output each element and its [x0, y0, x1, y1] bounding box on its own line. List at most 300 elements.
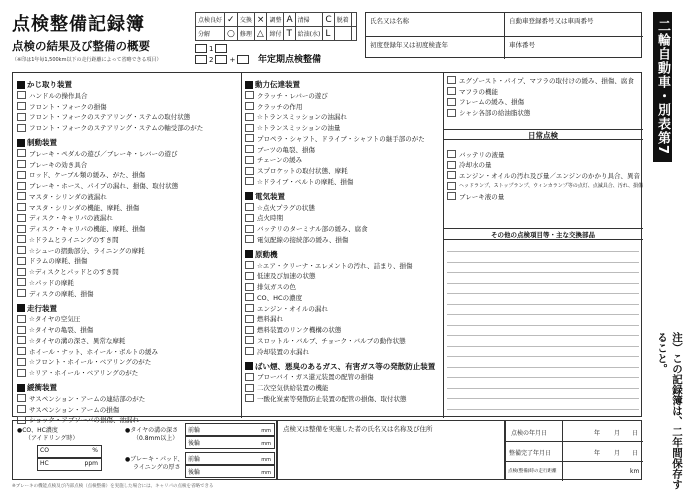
item-checkbox[interactable] [245, 384, 254, 392]
legend-symbol: × [254, 13, 267, 27]
period-plus: + [229, 55, 236, 64]
legend-symbol: A [284, 13, 295, 27]
section-title: 緩衝装置 [27, 383, 57, 392]
item-checkbox[interactable] [447, 109, 456, 117]
inspection-item[interactable] [17, 404, 239, 415]
period-box-2a[interactable] [215, 55, 227, 64]
section-header [17, 137, 239, 148]
hc-value-field[interactable] [37, 458, 102, 471]
completion-year: 年 [594, 450, 601, 457]
item-label: ブレーキ・ホース、パイプの漏れ、損傷、取付状態 [29, 182, 179, 191]
inspection-grid [12, 72, 644, 425]
item-label: エンジン・オイルの漏れ [257, 304, 328, 313]
period-num-1: 1 [209, 44, 214, 53]
item-checkbox[interactable] [17, 289, 26, 297]
inspection-item[interactable] [17, 277, 239, 288]
item-label: 燃料漏れ [257, 315, 283, 324]
period-box-1[interactable] [215, 44, 227, 53]
item-checkbox[interactable] [245, 315, 254, 323]
section-title: 制動装置 [27, 138, 57, 147]
daily-checkbox[interactable] [447, 192, 456, 200]
inspection-item[interactable] [17, 213, 239, 224]
daily-inspection-list [447, 149, 644, 202]
ruled-line [447, 283, 639, 284]
inspection-item[interactable] [245, 202, 441, 213]
completion-day: 日 [632, 450, 639, 457]
item-checkbox[interactable] [245, 113, 254, 121]
page-title: 点検整備記録簿 [12, 14, 145, 35]
inspection-item[interactable] [447, 75, 641, 86]
inspection-item[interactable] [17, 346, 239, 357]
inspection-day: 日 [632, 430, 639, 437]
item-label: ☆フロント・ホイール・ベアリングのがた [29, 358, 152, 367]
item-checkbox[interactable] [17, 405, 26, 413]
legend-label: 脱着 [334, 13, 351, 27]
legend-row-1 [196, 13, 357, 27]
item-label: ☆ディスクとパッドとのすき間 [29, 268, 119, 277]
mileage-unit: km [630, 468, 640, 475]
inspection-item[interactable] [245, 144, 441, 155]
brake-pad-label: ●ブレーキ・パッド、 [125, 456, 184, 463]
ruled-line [447, 304, 639, 305]
item-label: スロットル・バルブ、チョーク・バルブの動作状態 [257, 336, 406, 345]
inspection-item[interactable] [245, 292, 441, 303]
inspection-month: 月 [614, 430, 621, 437]
inspection-item[interactable] [245, 112, 441, 123]
section-marker-icon [245, 81, 253, 89]
item-label: プロペラ・シャフト、ドライブ・シャフトの継手部のがた [257, 134, 425, 143]
item-label: ハンドルの操作具合 [29, 91, 88, 100]
other-items-header: その他の点検項目等・主な交換部品 [491, 231, 595, 239]
annual-label: 年定期点検整備 [258, 55, 322, 65]
ruled-line [447, 335, 639, 336]
footer-note: ※ブレーキの機能点検及び内部点検（点検整備）を実施した場合には、キャリパの点検を省略できる [12, 484, 214, 489]
item-label: バッテリのターミナル部の緩み、腐食 [257, 225, 368, 234]
daily-checkbox[interactable] [447, 150, 456, 158]
item-checkbox[interactable] [17, 347, 26, 355]
item-label: ディスクの摩耗、損傷 [29, 289, 94, 298]
legend-symbol: ○ [225, 27, 238, 41]
item-checkbox[interactable] [245, 124, 254, 132]
brake-pad-sub: ライニングの厚さ [133, 464, 181, 471]
item-label: ブレーキの効き具合 [29, 160, 88, 169]
item-label: サスペンション・アームの損傷 [29, 405, 120, 414]
section-header [245, 361, 441, 372]
inspection-item[interactable] [245, 133, 441, 144]
item-label: フロント・フォークのステアリング・ステムの取付状態 [29, 113, 191, 122]
item-label: ☆タイヤの亀裂、損傷 [29, 326, 94, 335]
inspection-item[interactable] [17, 335, 239, 346]
item-label: ☆パッドの摩耗 [29, 278, 74, 287]
ruled-line [447, 388, 639, 389]
inspection-item[interactable] [245, 234, 441, 245]
daily-item-label: エンジン・オイルの汚れ及び量／エンジンのかかり具合、異音 [459, 171, 641, 180]
inspection-item[interactable] [17, 314, 239, 325]
ruled-line [447, 367, 639, 368]
legend-row-2 [196, 27, 357, 41]
legend-symbol: L [323, 27, 334, 41]
registration-label: 自動車登録番号又は車両番号 [509, 17, 594, 25]
hc-label: HC [40, 460, 49, 467]
inspection-item[interactable] [17, 159, 239, 170]
daily-item-label: ブレーキ液の量 [459, 192, 505, 201]
item-label: フロント・フォークのステアリング・ステムの軸受部のがた [29, 124, 204, 133]
inspector-info-label: 点検又は整備を実施した者の氏名又は名称及び住所 [283, 425, 433, 433]
section-marker-icon [245, 250, 253, 258]
brake-rear-field[interactable] [185, 465, 275, 478]
inspection-item[interactable] [17, 266, 239, 277]
tire-depth-sub: （0.8mm以上） [133, 435, 179, 442]
item-label: ☆トランスミッションの油漏れ [257, 113, 347, 122]
item-checkbox[interactable] [447, 76, 456, 84]
item-label: ブーツの亀裂、損傷 [257, 145, 316, 154]
section-title: 走行装置 [27, 303, 57, 313]
ruled-line [447, 356, 639, 357]
section-marker-icon [17, 304, 25, 312]
item-label: マスタ・シリンダの機能、摩耗、損傷 [29, 203, 140, 212]
legend-symbol: △ [254, 27, 267, 41]
item-label: スプロケットの取付状態、摩耗 [257, 167, 348, 176]
inspection-item[interactable] [17, 180, 239, 191]
item-checkbox[interactable] [245, 145, 254, 153]
item-checkbox[interactable] [17, 225, 26, 233]
item-checkbox[interactable] [245, 102, 254, 110]
period-box-2b[interactable] [237, 55, 249, 64]
item-checkbox[interactable] [245, 304, 254, 312]
tire-depth-label: ●タイヤの溝の深さ [125, 427, 179, 434]
daily-checkbox[interactable] [447, 182, 456, 190]
section-header [17, 382, 239, 393]
inspection-item[interactable] [17, 90, 239, 101]
item-label: ショック・アブソーバの損傷、油漏れ [29, 416, 140, 425]
item-checkbox[interactable] [447, 98, 456, 106]
brake-front-unit: mm [261, 457, 271, 463]
inspection-column-2 [245, 79, 441, 404]
item-checkbox[interactable] [17, 246, 26, 254]
co-hc-label: ●CO、HC濃度 [17, 427, 58, 434]
item-label: ☆リア・ホイール・ベアリングのがた [29, 369, 139, 378]
mileage-label: 点検(整備)時の走行距離 [508, 469, 557, 474]
daily-item-label: バッテリの液量 [459, 150, 505, 159]
co-label: CO [40, 447, 49, 454]
inspection-item[interactable] [17, 202, 239, 213]
owner-name-label: 氏名又は名称 [370, 17, 409, 25]
item-checkbox[interactable] [17, 369, 26, 377]
inspection-item[interactable] [245, 314, 441, 325]
item-label: チェーンの緩み [257, 156, 303, 165]
item-label: フレームの緩み、損傷 [459, 98, 525, 107]
item-label: ☆タイヤの空気圧 [29, 315, 81, 324]
inspection-item[interactable] [17, 148, 239, 159]
item-checkbox[interactable] [17, 214, 26, 222]
item-checkbox[interactable] [17, 336, 26, 344]
item-checkbox[interactable] [245, 134, 254, 142]
tire-front-field[interactable] [185, 423, 275, 436]
ruled-line [447, 272, 639, 273]
dates-box [505, 420, 642, 480]
section-title: 動力伝達装置 [255, 80, 300, 89]
section-header [17, 303, 239, 314]
legend-label: 点検良好 [196, 13, 225, 27]
ruled-line [447, 377, 639, 378]
inspection-item[interactable] [17, 112, 239, 123]
inspector-info-box[interactable] [277, 420, 505, 480]
inspection-item[interactable] [17, 288, 239, 299]
legend-symbol [351, 13, 356, 27]
daily-item[interactable] [447, 170, 641, 181]
item-checkbox[interactable] [17, 182, 26, 190]
inspection-item[interactable] [17, 191, 239, 202]
daily-item[interactable] [447, 191, 641, 202]
item-label: エグゾースト・パイプ、マフラの取付けの緩み、損傷、腐食 [459, 76, 634, 85]
page-subtitle: 点検の結果及び整備の概要 [12, 39, 150, 53]
ruled-line [447, 293, 639, 294]
legend-label [334, 27, 351, 41]
daily-item[interactable] [447, 181, 644, 192]
item-label: マスタ・シリンダの液漏れ [29, 192, 107, 201]
inspection-item[interactable] [245, 90, 441, 101]
item-checkbox[interactable] [245, 394, 254, 402]
tire-rear-label: 後輪 [188, 440, 201, 447]
inspection-item[interactable] [17, 393, 239, 404]
ruled-line [447, 251, 639, 252]
daily-checkbox[interactable] [447, 161, 456, 169]
inspection-item[interactable] [17, 122, 239, 133]
inspection-item[interactable] [245, 176, 441, 187]
completion-month: 月 [614, 450, 621, 457]
daily-item[interactable] [447, 160, 641, 171]
item-checkbox[interactable] [245, 225, 254, 233]
inspection-item[interactable] [245, 372, 441, 383]
item-label: ☆点火プラグの状態 [257, 203, 315, 212]
item-checkbox[interactable] [17, 160, 26, 168]
item-checkbox[interactable] [17, 102, 26, 110]
section-marker-icon [245, 192, 253, 200]
section-title: かじ取り装置 [27, 80, 72, 89]
inspection-column-3 [447, 75, 641, 118]
inspection-item[interactable] [245, 382, 441, 393]
section-header [245, 79, 441, 90]
legend-label: 給油(水) [295, 27, 323, 41]
inspection-item[interactable] [245, 281, 441, 292]
page-note: （※印は1年毎1,500km以下の走行距離によって省略できる項目） [12, 57, 162, 63]
legend-label: 調整 [267, 13, 284, 27]
item-checkbox[interactable] [245, 156, 254, 164]
inspection-item[interactable] [17, 245, 239, 256]
item-label: ブローバイ・ガス還元装置の配管の損傷 [257, 373, 374, 382]
inspection-column-1 [17, 79, 239, 425]
inspection-item[interactable] [17, 256, 239, 267]
period-num-2: 2 [209, 55, 214, 64]
section-header [17, 79, 239, 90]
item-checkbox[interactable] [17, 149, 26, 157]
inspection-item[interactable] [17, 367, 239, 378]
inspection-item[interactable] [245, 335, 441, 346]
inspection-item[interactable] [17, 223, 239, 234]
first-registration-label: 初度登録年又は初度検査年 [370, 41, 448, 49]
item-label: 排気ガスの色 [257, 283, 296, 292]
item-label: ドラムの摩耗、損傷 [29, 257, 88, 266]
item-checkbox[interactable] [17, 394, 26, 402]
item-label: ☆トランスミッションの油量 [257, 124, 341, 133]
inspection-item[interactable] [17, 357, 239, 368]
item-checkbox[interactable] [17, 315, 26, 323]
tire-rear-unit: mm [261, 441, 271, 447]
item-checkbox[interactable] [245, 203, 254, 211]
item-label: フロント・フォークの損傷 [29, 102, 107, 111]
inspection-date-label: 点検の年月日 [511, 430, 548, 437]
section-marker-icon [17, 139, 25, 147]
item-checkbox[interactable] [245, 235, 254, 243]
item-label: ☆タイヤの溝の深さ、異常な摩耗 [29, 336, 126, 345]
inspection-item[interactable] [245, 393, 441, 404]
legend-label: 交換 [237, 13, 254, 27]
item-label: 低速及び加速の状態 [257, 272, 316, 281]
legend-symbol: T [284, 27, 295, 41]
chassis-number-label: 車体番号 [509, 41, 535, 49]
item-label: 燃料装置のリンク機構の状態 [257, 326, 342, 335]
item-checkbox[interactable] [245, 167, 254, 175]
item-label: 冷却装置の水漏れ [257, 347, 309, 356]
item-checkbox[interactable] [17, 358, 26, 366]
vehicle-info-box [365, 12, 642, 58]
measurement-box [12, 420, 277, 480]
item-checkbox[interactable] [245, 177, 254, 185]
retention-note: 注）この記録簿は、二年間保存すること。 [656, 332, 683, 490]
item-label: 二次空気供給装置の機能 [257, 384, 329, 393]
item-checkbox[interactable] [245, 272, 254, 280]
inspection-year: 年 [594, 430, 601, 437]
item-label: ブレーキ・ペダルの遊び／ブレーキ・レバーの遊び [29, 149, 178, 158]
inspection-item[interactable] [245, 303, 441, 314]
item-checkbox[interactable] [245, 293, 254, 301]
co-hc-sub: （アイドリング時） [25, 435, 79, 442]
co-value-field[interactable] [37, 445, 102, 458]
brake-front-label: 前輪 [188, 456, 201, 463]
item-label: ☆エア・クリーナ・エレメントの汚れ、詰まり、損傷 [257, 261, 413, 270]
inspection-item[interactable] [17, 170, 239, 181]
ruled-line [447, 314, 639, 315]
ruled-line [447, 262, 639, 263]
inspection-item[interactable] [447, 86, 641, 97]
legend-label: 清掃 [295, 13, 323, 27]
item-label: CO、HCの濃度 [257, 293, 303, 302]
daily-item-label: ヘッドランプ、ストップランプ、ウィンカランプ等の点灯、点滅具合、汚れ、損傷 [459, 183, 644, 190]
section-header [245, 249, 441, 260]
item-checkbox[interactable] [17, 326, 26, 334]
item-checkbox[interactable] [17, 278, 26, 286]
item-label: クラッチ・レバーの遊び [257, 91, 328, 100]
inspection-item[interactable] [17, 234, 239, 245]
daily-checkbox[interactable] [447, 171, 456, 179]
item-checkbox[interactable] [17, 91, 26, 99]
inspection-item[interactable] [245, 122, 441, 133]
inspection-item[interactable] [245, 324, 441, 335]
inspection-item[interactable] [245, 223, 441, 234]
item-checkbox[interactable] [17, 171, 26, 179]
inspection-item[interactable] [245, 260, 441, 271]
inspection-item[interactable] [245, 165, 441, 176]
period-boxes [195, 44, 249, 64]
item-checkbox[interactable] [17, 203, 26, 211]
legend-symbol [351, 27, 356, 41]
ruled-line [447, 409, 639, 410]
section-marker-icon [17, 384, 25, 392]
co-unit: % [92, 447, 98, 454]
item-checkbox[interactable] [245, 347, 254, 355]
brake-rear-unit: mm [261, 470, 271, 476]
inspection-item[interactable] [245, 155, 441, 166]
hc-unit: ppm [84, 460, 98, 467]
item-label: サスペンション・アームの連結部のがた [29, 394, 146, 403]
item-label: ☆ドライブ・ベルトの摩耗、損傷 [257, 177, 354, 186]
section-title: ばい煙、悪臭のあるガス、有害ガス等の発散防止装置 [255, 361, 436, 371]
tire-front-unit: mm [261, 428, 271, 434]
item-label: ホイール・ナット、ホイール・ボルトの緩み [29, 347, 159, 356]
item-checkbox[interactable] [245, 91, 254, 99]
item-checkbox[interactable] [17, 268, 26, 276]
inspection-item[interactable] [245, 271, 441, 282]
inspection-item[interactable] [447, 97, 641, 108]
legend-symbol: C [323, 13, 334, 27]
item-label: シャシ各部の給油脂状態 [459, 109, 531, 118]
period-checkbox-2[interactable] [195, 55, 207, 64]
item-label: ☆シューの摺動部分、ライニングの摩耗 [29, 246, 145, 255]
item-checkbox[interactable] [447, 87, 456, 95]
inspection-item[interactable] [447, 107, 641, 118]
item-label: マフラの機能 [459, 87, 498, 96]
inspection-item[interactable] [245, 346, 441, 357]
item-checkbox[interactable] [245, 261, 254, 269]
section-header [245, 191, 441, 202]
item-checkbox[interactable] [245, 283, 254, 291]
tire-rear-field[interactable] [185, 436, 275, 449]
item-checkbox[interactable] [245, 326, 254, 334]
inspection-item[interactable] [17, 101, 239, 112]
item-checkbox[interactable] [17, 124, 26, 132]
inspection-item[interactable] [17, 324, 239, 335]
item-label: ディスク・キャリパの機能、摩耗、損傷 [29, 225, 146, 234]
ruled-line [447, 398, 639, 399]
form-type-banner: 二輪自動車・別表第7 [653, 12, 672, 162]
item-checkbox[interactable] [17, 235, 26, 243]
item-checkbox[interactable] [245, 214, 254, 222]
item-label: 一酸化炭素等発散防止装置の配管の損傷、取付状態 [257, 394, 407, 403]
ruled-line [447, 346, 639, 347]
daily-item-label: 冷却水の量 [459, 161, 492, 170]
brake-rear-label: 後輪 [188, 469, 201, 476]
daily-item[interactable] [447, 149, 641, 160]
daily-inspection-header: 日常点検 [528, 131, 558, 140]
legend-label: 修理 [237, 27, 254, 41]
item-checkbox[interactable] [245, 373, 254, 381]
inspection-item[interactable] [245, 101, 441, 112]
item-label: 電気配線の接続部の緩み、損傷 [257, 235, 349, 244]
completion-date-label: 整備完了年月日 [509, 450, 552, 457]
item-checkbox[interactable] [17, 257, 26, 265]
item-checkbox[interactable] [17, 113, 26, 121]
ruled-line [447, 325, 639, 326]
brake-front-field[interactable] [185, 452, 275, 465]
inspection-item[interactable] [245, 213, 441, 224]
item-checkbox[interactable] [245, 336, 254, 344]
item-label: クラッチの作用 [257, 102, 303, 111]
section-title: 電気装置 [255, 191, 285, 201]
item-checkbox[interactable] [17, 192, 26, 200]
legend-symbol: ✓ [225, 13, 238, 27]
period-checkbox-1[interactable] [195, 44, 207, 53]
legend-label: 締付 [267, 27, 284, 41]
